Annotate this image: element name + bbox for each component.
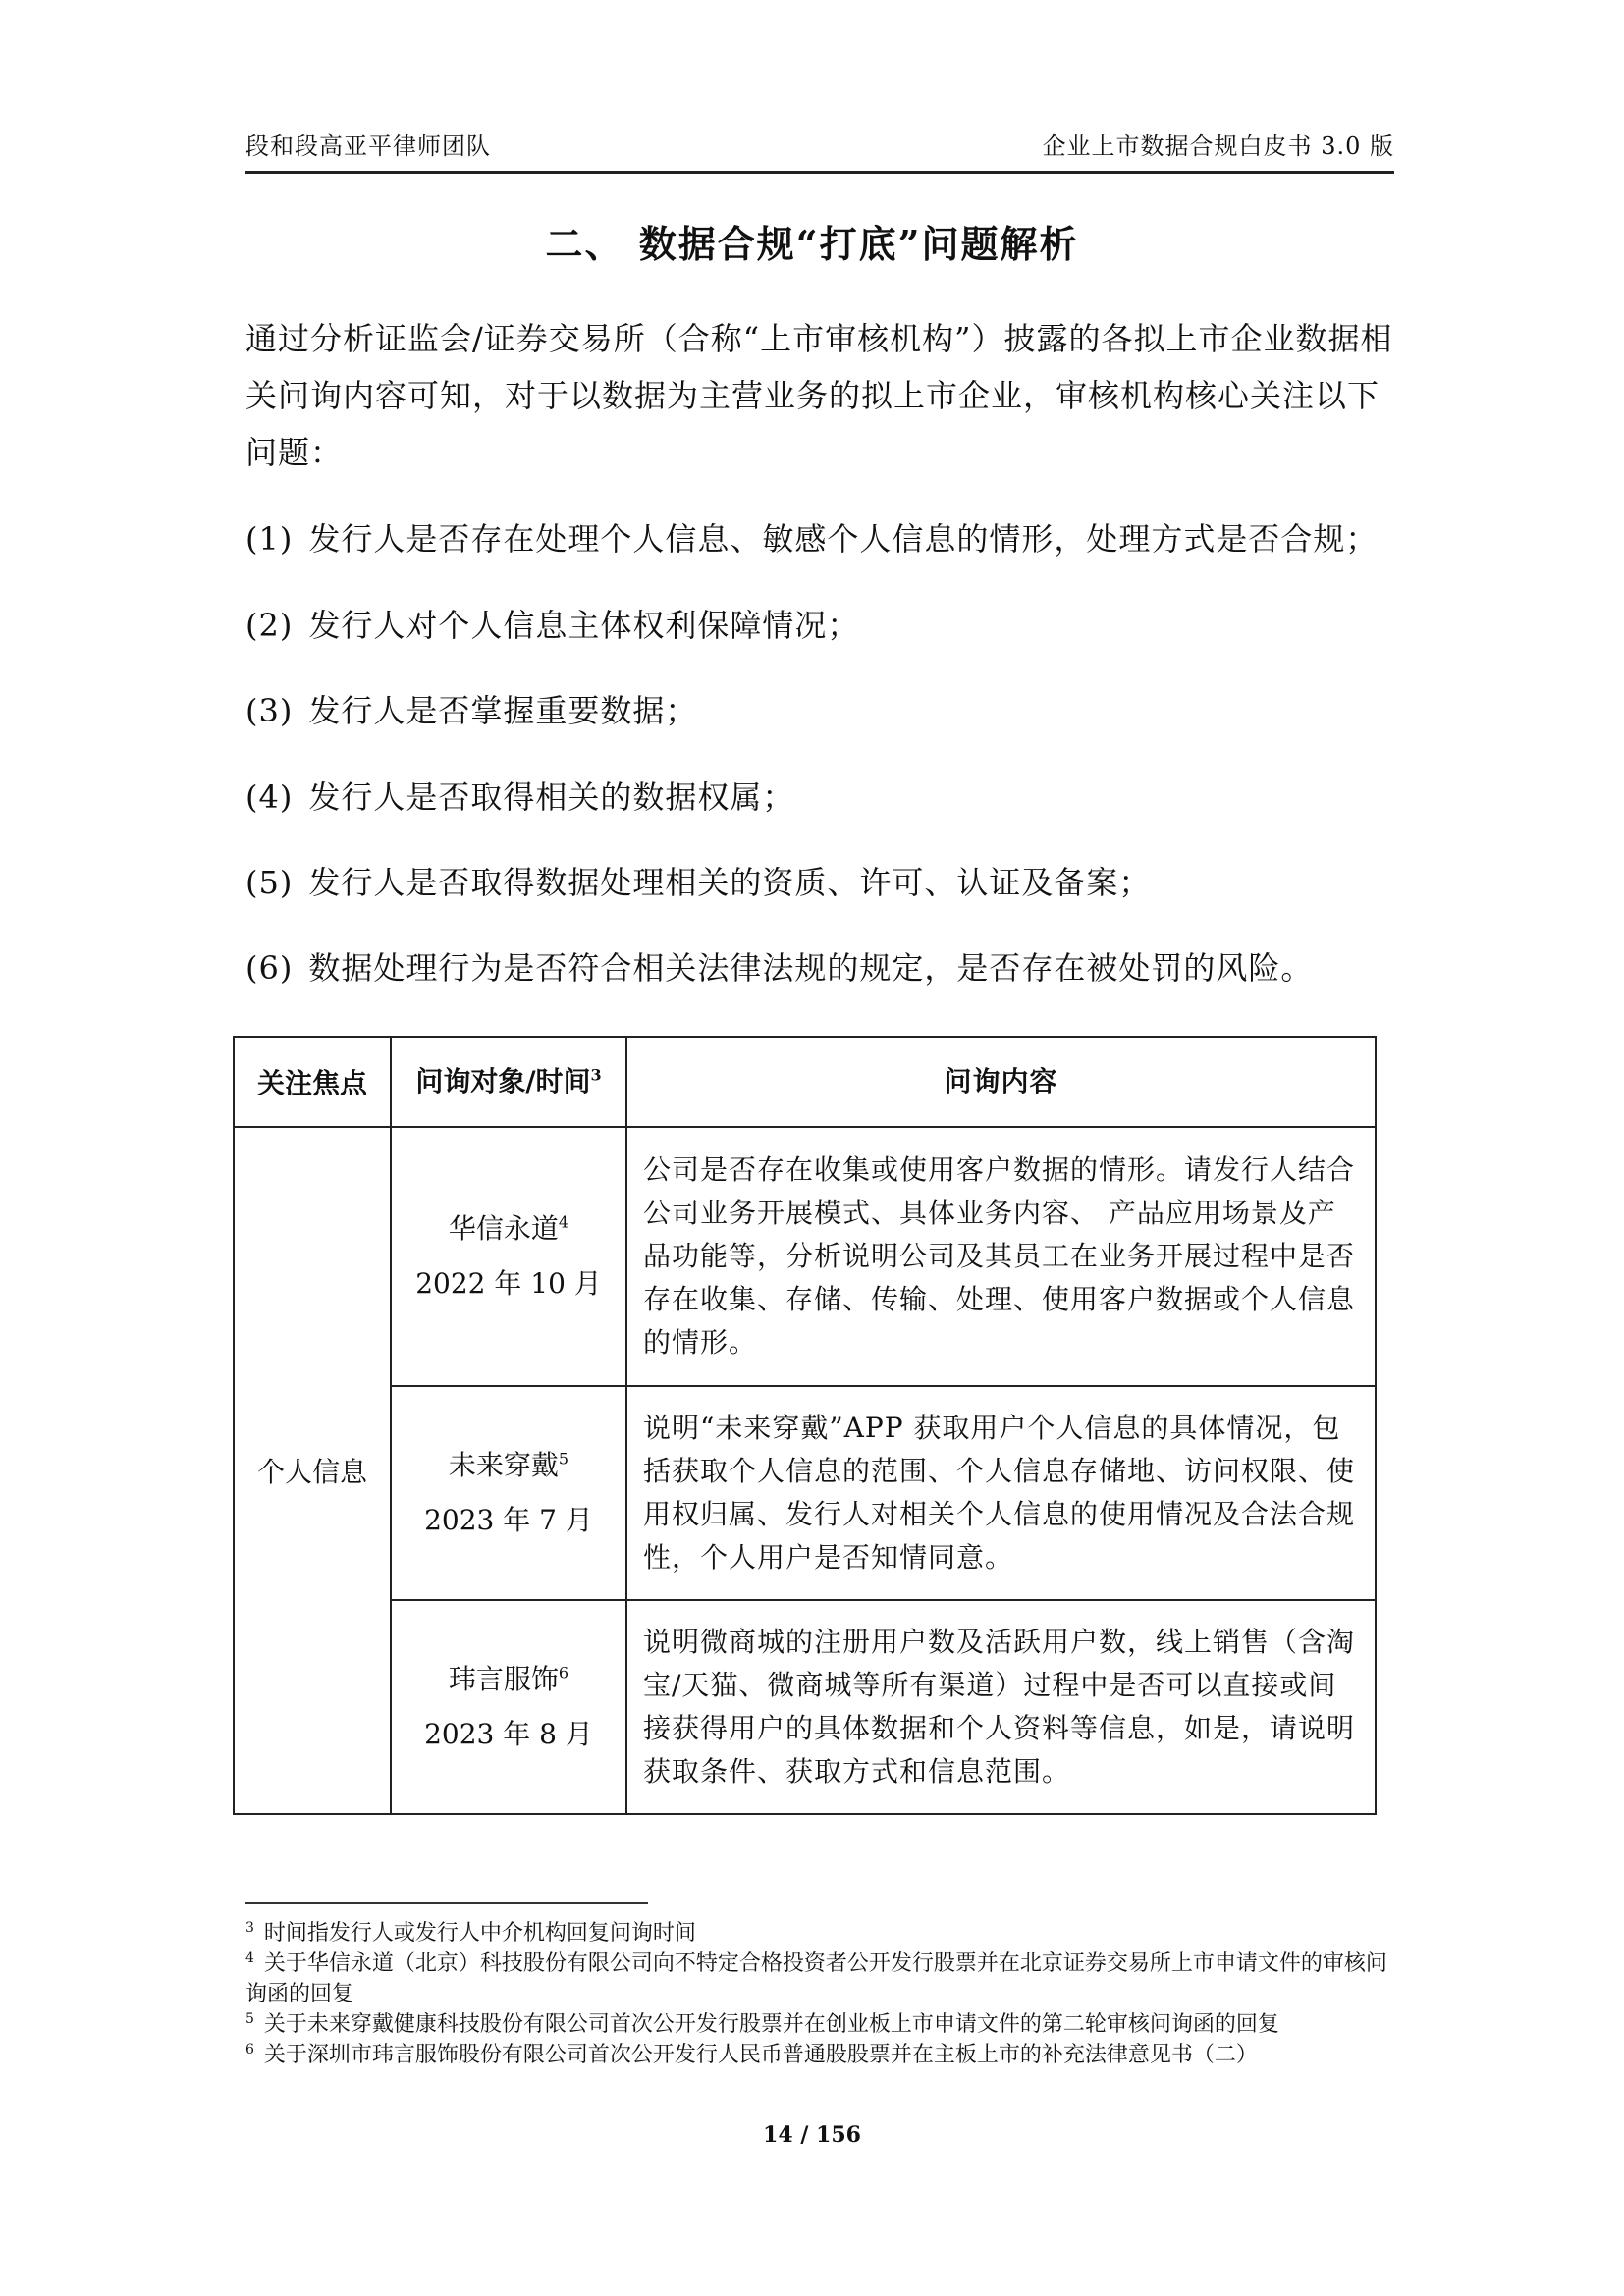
list-item-number: (2) <box>245 607 294 644</box>
footnote <box>245 2009 1394 2040</box>
list-item-text: 数据处理行为是否符合相关法律法规的规定，是否存在被处罚的风险。 <box>308 949 1314 987</box>
footnote-number: 3 <box>245 1919 254 1936</box>
object-cell <box>391 1386 626 1600</box>
list-item <box>245 691 1424 730</box>
page-number: 14 / 156 <box>763 2122 861 2148</box>
list-item <box>245 519 1424 559</box>
header-object-label: 问询对象/时间 <box>415 1065 591 1097</box>
list-item-text: 发行人是否存在处理个人信息、敏感个人信息的情形，处理方式是否合规； <box>308 520 1379 558</box>
list-item <box>245 606 1424 645</box>
inquiry-date: 2023 年 7 月 <box>424 1504 593 1536</box>
page-header <box>245 126 1394 174</box>
inquiry-date: 2022 年 10 月 <box>415 1267 602 1300</box>
list-item-text: 发行人是否取得相关的数据权属； <box>308 778 795 816</box>
list-item-text: 发行人对个人信息主体权利保障情况； <box>308 607 860 644</box>
content-cell: 说明“未来穿戴”APP 获取用户个人信息的具体情况，包括获取个人信息的范围、个人信息存储地、访问权限、使用权归属、发行人对相关个人信息的使用情况及合法合规性，个人用户是否知情同意。 <box>626 1386 1376 1600</box>
inquiry-date: 2023 年 8 月 <box>424 1718 593 1750</box>
footnote-text: 关于深圳市玮言服饰股份有限公司首次公开发行人民币普通股股票并在主板上市的补充法律意见书（二） <box>263 2043 1258 2067</box>
footnote-text: 关于未来穿戴健康科技股份有限公司首次公开发行股票并在创业板上市申请文件的第二轮审核问询函的回复 <box>263 2012 1279 2037</box>
list-item-text: 发行人是否取得数据处理相关的资质、许可、认证及备案； <box>308 864 1152 901</box>
company-name: 华信永道 <box>448 1212 559 1245</box>
table-row <box>234 1386 1376 1600</box>
header-object <box>391 1037 626 1127</box>
list-item-number: (6) <box>245 949 294 987</box>
table-header-row <box>234 1037 1376 1127</box>
footnote <box>245 1949 1394 2009</box>
list-item-number: (1) <box>245 520 294 558</box>
table-row <box>234 1127 1376 1386</box>
list-item <box>245 863 1424 902</box>
intro-paragraph: 通过分析证监会/证券交易所（合称“上市审核机构”）披露的各拟上市企业数据相关问询内容可知，对于以数据为主营业务的拟上市企业，审核机构核心关注以下问题： <box>245 320 1393 471</box>
footnote-text: 时间指发行人或发行人中介机构回复问询时间 <box>263 1921 696 1946</box>
footnote-ref: 6 <box>558 1663 569 1682</box>
header-content: 问询内容 <box>626 1037 1376 1127</box>
list-item <box>245 777 1424 817</box>
footnote-number: 4 <box>245 1949 254 1966</box>
table-row <box>234 1600 1376 1814</box>
list-item-number: (4) <box>245 778 294 816</box>
company-name: 未来穿戴 <box>448 1449 559 1481</box>
list-item-number: (3) <box>245 692 294 729</box>
header-document-title: 企业上市数据合规白皮书 3.0 版 <box>1042 133 1394 160</box>
content-cell: 公司是否存在收集或使用客户数据的情形。请发行人结合公司业务开展模式、具体业务内容、 产品应用场景及产品功能等，分析说明公司及其员工在业务开展过程中是否存在收集、存储、传输、处理、使用客户数据或个人信息的情形。 <box>626 1127 1376 1386</box>
list-item-number: (5) <box>245 864 294 901</box>
list-item <box>245 948 1424 988</box>
object-cell <box>391 1127 626 1386</box>
footnote-text: 关于华信永道（北京）科技股份有限公司向不特定合格投资者公开发行股票并在北京证券交易所上市申请文件的审核问询函的回复 <box>245 1951 1387 2006</box>
footnote-number: 6 <box>245 2041 254 2057</box>
header-focus: 关注焦点 <box>234 1037 391 1127</box>
object-cell <box>391 1600 626 1814</box>
footnotes <box>245 1918 1394 2070</box>
footnote-ref: 5 <box>558 1449 569 1468</box>
section-title: 二、 数据合规“打底”问题解析 <box>545 222 1079 266</box>
header-team-name: 段和段高亚平律师团队 <box>245 133 491 160</box>
footnote <box>245 1918 1394 1949</box>
focus-cell: 个人信息 <box>234 1127 391 1814</box>
inquiry-table <box>233 1036 1377 1815</box>
content-cell: 说明微商城的注册用户数及活跃用户数，线上销售（含淘宝/天猫、微商城等所有渠道）过程中是否可以直接或间接获得用户的具体数据和个人资料等信息，如是，请说明获取条件、获取方式和信息范围。 <box>626 1600 1376 1814</box>
list-item-text: 发行人是否掌握重要数据； <box>308 692 698 729</box>
footnote <box>245 2040 1394 2070</box>
footnote-ref: 4 <box>558 1212 569 1232</box>
company-name: 玮言服饰 <box>448 1663 559 1695</box>
footnote-divider <box>245 1902 648 1904</box>
footnote-ref: 3 <box>590 1065 602 1085</box>
footnote-number: 5 <box>245 2010 254 2027</box>
